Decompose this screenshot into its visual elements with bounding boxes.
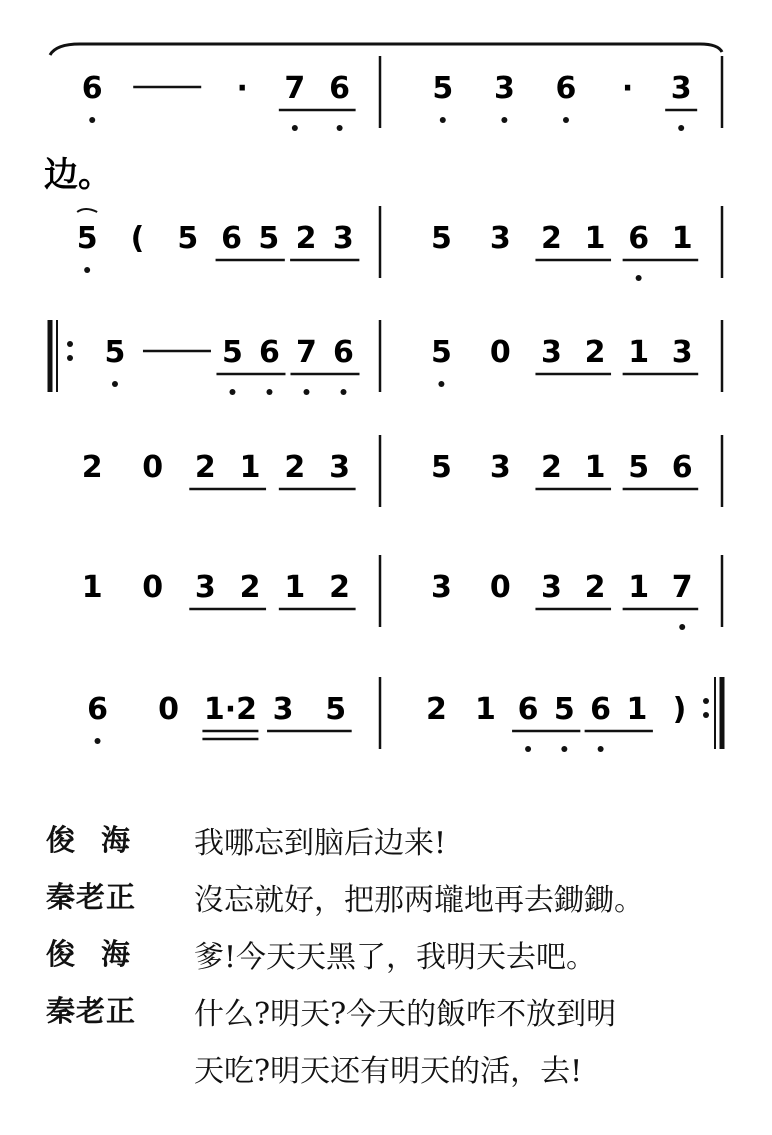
speaker-name: 秦老正 [46, 994, 137, 1028]
note: 1 [81, 570, 103, 605]
score-row [82, 56, 722, 131]
note: 0 [489, 570, 511, 605]
score-row [82, 555, 722, 630]
note: 2 [541, 221, 562, 256]
note: 7 [284, 71, 306, 106]
note: 2 [194, 450, 216, 485]
note: ) [672, 692, 687, 727]
note: 1 [626, 692, 648, 727]
note: 6 [590, 692, 612, 727]
note: 5 [430, 335, 452, 370]
note: 1 [671, 221, 693, 256]
note: 6 [221, 221, 243, 256]
octave-dot-below [440, 117, 446, 123]
note: 2 [541, 450, 562, 485]
note: 6 [517, 692, 539, 727]
note: 3 [489, 450, 511, 485]
repeat-dot [703, 698, 709, 704]
note: 5 [258, 221, 280, 256]
octave-dot-below [112, 381, 118, 387]
octave-dot-below [340, 389, 346, 395]
note: 5 [628, 450, 650, 485]
octave-dot-below [563, 117, 569, 123]
note: 2 [584, 335, 606, 370]
speech-text: 天吃?明天还有明天的活，去! [194, 1054, 583, 1089]
octave-dot-below [337, 125, 343, 131]
octave-dot-below [438, 381, 444, 387]
note: 5 [430, 450, 452, 485]
note: 7 [671, 570, 693, 605]
note: 2 [284, 450, 306, 485]
repeat-dot [67, 341, 73, 347]
note: 5 [177, 221, 199, 256]
octave-dot-below [84, 267, 90, 273]
note: 6 [628, 221, 650, 256]
speech-text: 什么?明天?今天的飯咋不放到明 [194, 997, 617, 1032]
note: 3 [671, 335, 693, 370]
note: 1 [475, 692, 496, 727]
note: 6 [259, 335, 280, 370]
note: 1 [584, 221, 606, 256]
note: 6 [333, 335, 354, 370]
note: 1 [239, 450, 261, 485]
note: · [621, 71, 634, 106]
octave-dot-below [679, 624, 685, 630]
score-row [50, 320, 722, 395]
score-rows [50, 56, 722, 752]
speech-text: 沒忘就好，把那两壠地再去鋤鋤。 [194, 883, 644, 918]
note: 0 [489, 335, 511, 370]
note: 2 [239, 570, 261, 605]
note: · [236, 71, 248, 106]
note: 1 [628, 570, 650, 605]
note: 0 [142, 570, 164, 605]
note: 2 [426, 692, 447, 727]
note: 3 [329, 450, 351, 485]
note: 1·2 [203, 692, 257, 727]
note: 5 [104, 335, 126, 370]
note: 2 [295, 221, 317, 256]
score-row [82, 435, 722, 507]
octave-dot-below [292, 125, 298, 131]
note: 3 [430, 570, 452, 605]
speaker-name: 俊海 [46, 823, 157, 857]
octave-dot-below [501, 117, 507, 123]
note: 3 [541, 335, 562, 370]
note: 3 [489, 221, 511, 256]
note: 6 [87, 692, 108, 727]
octave-dot-below [229, 389, 235, 395]
note: 5 [222, 335, 243, 370]
octave-dot-below [525, 746, 531, 752]
speech-text: 爹!今天天黑了，我明天去吧。 [194, 940, 597, 975]
note: 1 [628, 335, 650, 370]
note: 3 [541, 570, 562, 605]
note: 7 [296, 335, 317, 370]
note: 5 [76, 221, 98, 256]
tie-mark [77, 209, 97, 212]
note: 2 [81, 450, 103, 485]
score-row [77, 206, 722, 281]
note: 2 [584, 570, 606, 605]
octave-dot-below [598, 746, 604, 752]
note: 5 [432, 71, 454, 106]
note: 6 [555, 71, 577, 106]
note: ( [130, 221, 145, 256]
octave-dot-below [561, 746, 567, 752]
note: 1 [584, 450, 606, 485]
octave-dot-below [678, 125, 684, 131]
note: 3 [194, 570, 216, 605]
octave-dot-below [303, 389, 309, 395]
speaker-name: 秦老正 [46, 880, 137, 914]
note: 0 [142, 450, 164, 485]
note: 3 [493, 71, 515, 106]
speaker-name: 俊海 [46, 937, 157, 971]
speech-text: 我哪忘到脑后边来! [194, 826, 447, 861]
note: 5 [325, 692, 347, 727]
octave-dot-below [266, 389, 272, 395]
note: 3 [670, 71, 692, 106]
note: 0 [158, 692, 180, 727]
octave-dot-below [636, 275, 642, 281]
note: 6 [329, 71, 351, 106]
note: 5 [430, 221, 452, 256]
note: 1 [284, 570, 306, 605]
octave-dot-below [89, 117, 95, 123]
slur-top [50, 44, 722, 55]
repeat-dot [67, 355, 73, 361]
note: 6 [81, 71, 103, 106]
note: 5 [553, 692, 575, 727]
repeat-dot [703, 712, 709, 718]
note: 2 [329, 570, 351, 605]
octave-dot-below [95, 738, 101, 744]
note: 6 [671, 450, 693, 485]
note: 3 [332, 221, 354, 256]
score-row [87, 677, 722, 752]
note: 3 [272, 692, 294, 727]
lyric-text: 边。 [44, 155, 112, 195]
